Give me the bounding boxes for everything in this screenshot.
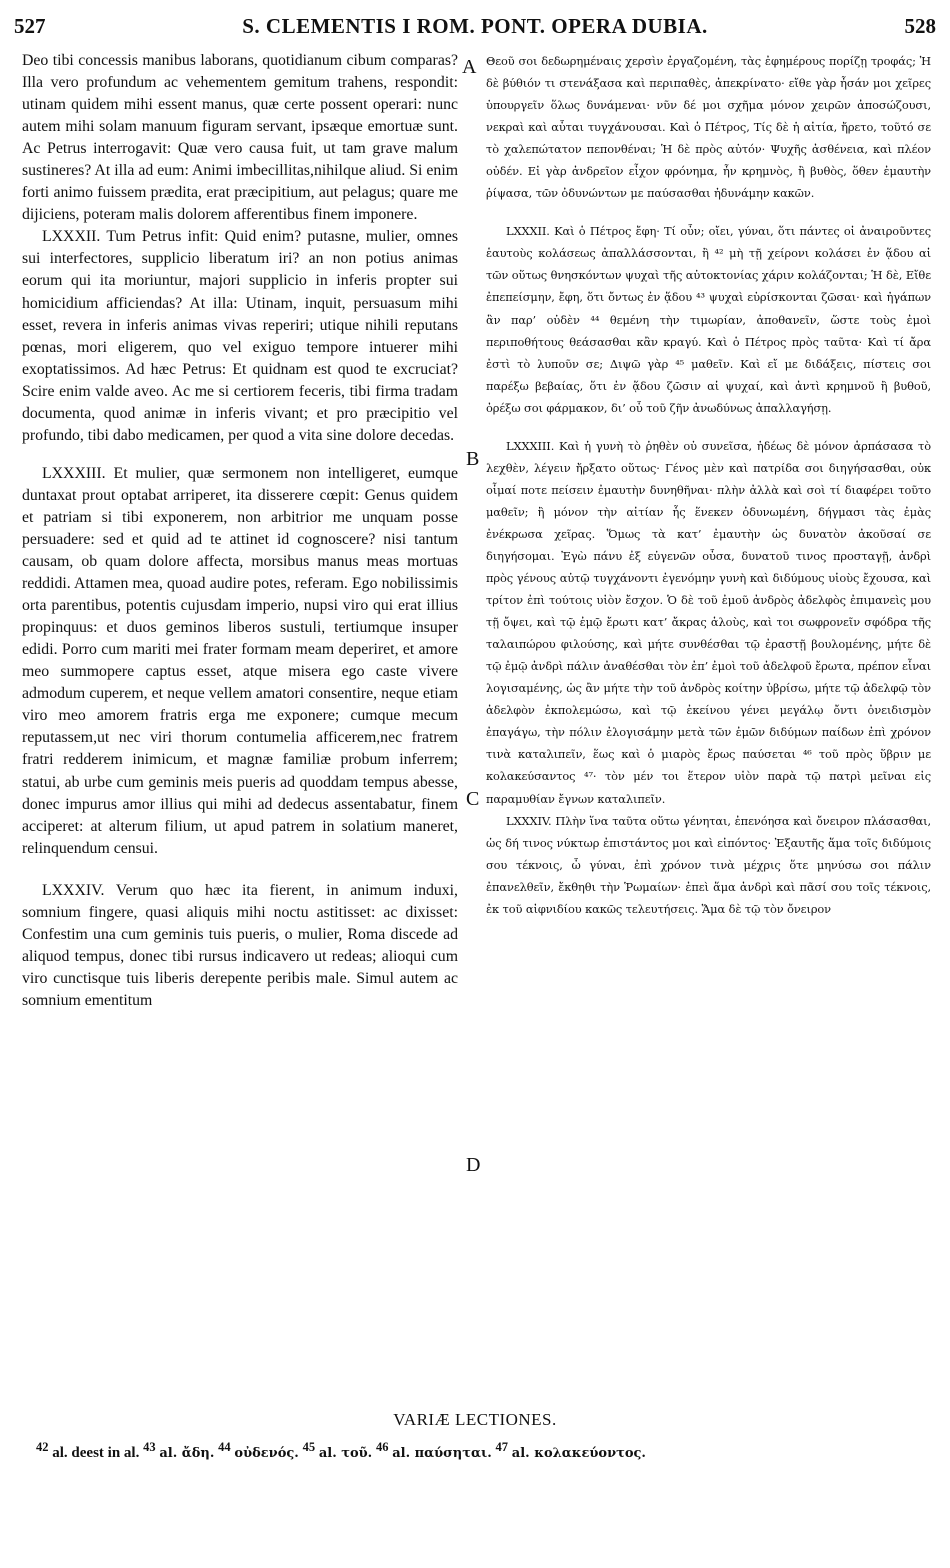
margin-letter-d: D xyxy=(466,1154,481,1176)
latin-paragraph-lxxxiii: LXXXIII. Et mulier, quæ sermonem non intelligeret, eumque duntaxat prout optabat arriperet, ita disserere cœpit: Genus quidem et patriam si tibi exponerem, non arbitrior me unquam posse persuadere: sed et quid ad te attinet id cognoscere? nisi tantum causam, ob quam dolore affecta, morsibus manus meas mortuas reddidi. Attamen mea, quoad audire potes, referam. Ego nobilissimis orta parentibus, potentis cujusdam imperio, nupsi viro qui erat illius propinquus: et duos geminos liberos sustuli, tertiumque insuper edidi. Porro cum mariti mei frater formam meam deperiret, et amore meo summopere captus esset, atque misera ego caste vivere admodum cuperem, et neque vellem amatori consentire, neque etiam viro meo amorem fratris erga me exponere; cumque mecum reputassem,ut nec viri thorum contumelia afficerem,nec fratrem fratri redderem inimicum, et magnæ familiæ probum inferrem; statui, ab urbe cum geminis meis pueris ad quoddam tempus abesse, donec impurus amor illius qui mihi ad dedecus assentabatur, finem acciperet: at alterum filium, ut apud patrem in solatium maneret, relinquendum censui. xyxy=(22,464,458,857)
greek-paragraph-lxxxii: LXXXII. Καὶ ὁ Πέτρος ἔφη· Τί οὖν; οἴει, γύναι, ὅτι πάντες οἱ ἀναιροῦντες ἑαυτοὺς κολάσεως ἀπαλλάσσονται, ἢ ⁴² μὴ τῇ χείρονι κολάσει ἐν ᾅδου αἱ τῶν οὕτως θνησκόντων ψυχαὶ τῆς αὐτοκτονίας χάριν κολάζονται; Ἡ δὲ, Εἴθε ἐπεπείσμην, ἔφη, ὅτι ὄντως ἐν ᾅδου ⁴³ ψυχαὶ εὑρίσκονται ζῶσαι· καὶ ἠγάπων ἂν παρ’ οὐδὲν ⁴⁴ θεμένη τὴν τιμωρίαν, ἀποθανεῖν, ὥστε τοὺς ἐμοὶ περιποθήτους θεάσασθαι κἂν κραγύ. Καὶ ὁ Πέτρος πρὸς ταῦτα· Καὶ τί ἄρα ἐστὶ τὸ λυποῦν σε; Διψῶ γὰρ ⁴⁵ μαθεῖν. Καὶ εἴ με διδάξεις, πίστεις σοι παρέξω βεβαίας, ὅτι ἐν ᾅδου ζῶσιν αἱ ψυχαί, καὶ ἀντὶ κρημνοῦ ἢ βυθοῦ, ὀρέξω σοι φάρμακον, δι’ οὗ τοῦ ζῆν ἀνωδύνως ἀπαλλαγήσῃ. xyxy=(486,224,931,415)
latin-paragraph-lxxxii: LXXXII. Tum Petrus infit: Quid enim? putasne, mulier, omnes sui interfectores, supplicio liberatum iri? an non potius animas eorum qui ita moriuntur, majori supplicio in inferis propter sui homicidium afficiendas? At illa: Utinam, inquit, persuasum mihi esset, revera in inferis animas vivas reperiri; utique nihili reputans pœnas, mori eligerem, quo vel exiguo tempore intuerer mihi exoptatissimos. Ad hæc Petrus: Et quidnam est quod te excruciat? Scire enim valde aveo. Ac me si certiorem feceris, tibi firma tradam documenta, quod animæ in inferis vivant; et pro præcipitio vel profundo, tibi dabo medicamen, per quod a vita sine dolore decedas. xyxy=(22,228,458,444)
note-number: 44 xyxy=(218,1440,231,1454)
running-header xyxy=(14,14,936,44)
greek-paragraph: Θεοῦ σοι δεδωρημέναις χερσὶν ἐργαζομένη, τὰς ἐφημέρους πορίζῃ τροφάς; Ἡ δὲ βύθιόν τι στενάξασα καὶ περιπαθὲς, ἀπεκρίνατο· εἴθε γὰρ ἦσάν μοι χεῖρες ὑπουργεῖν ὅλως δυνάμεναι· νῦν δέ μοι σχῆμα μόνον χειρῶν ἀποσώζουσι, νεκραὶ καὶ αὗται τυγχάνουσαι. Καὶ ὁ Πέτρος, Τίς δὲ ἡ αἰτία, ἤρετο, τοῦτό σε τὸ χαλεπώτατον πεπονθέναι; Ἡ δὲ πρὸς αὐτόν· Ψυχῆς ἀσθένεια, καὶ πλέον οὐδέν. Εἰ γὰρ ἀνδρεῖον εἶχον φρόνημα, ἦν κρημνὸς, ἢ βυθὸς, ὅθεν ἐμαυτὴν ῥίψασα, τῶν ὀδυνώντων με παύσασθαι ἠδυνάμην κακῶν. xyxy=(486,54,931,201)
note-number: 45 xyxy=(302,1440,316,1454)
latin-paragraph-lxxxiv: LXXXIV. Verum quo hæc ita fierent, in animum induxi, somnium fingere, quasi aliquis mihi noctu astitisset: ac dixisset: Confestim una cum geminis tuis pueris, o mulier, Roma discede ad aliquod tempus, donec tibi rursus indicavero ut redeas; alioqui cum viro cunctisque tuis liberis derepente peribis male. Simul autem ac somnium ementitum xyxy=(22,881,458,1009)
note-text: al. deest in al. xyxy=(52,1445,140,1461)
latin-paragraph: Deo tibi concessis manibus laborans, quotidianum cibum comparas? Illa vero profundum ac vehementem gemitum trahens, respondit: utinam quidem mihi essent manus, quæ certe possent operari: nunc autem mihi solam manuum figuram servant, ipsæque emortuæ sunt. Ac Petrus interrogavit: Quæ vero causa fuit, ut tam grave malum sustineres? At illa ad eum: Animi imbecillitas,nihilque aliud. Si enim forti animo fuissem prædita, erat præcipitium, aut pelagus; quare me dijiciens, poteram malis dolorem afferentibus finem imponere. xyxy=(22,52,458,224)
page-number-right: 528 xyxy=(904,14,936,38)
page-number-left: 527 xyxy=(14,14,46,38)
greek-paragraph-lxxxiii: LXXXIII. Καὶ ἡ γυνὴ τὸ ῥηθὲν οὐ συνεῖσα, ἡδέως δὲ μόνον ἁρπάσασα τὸ λεχθὲν, λέγειν ἤρξατο οὕτως· Γένος μὲν καὶ πατρίδα σοι διηγήσασθαι, οὐκ οἶμαί ποτε πείσειν ἐμαυτὴν δυνηθῆναι· πλὴν ἀλλὰ καὶ σοὶ τί διαφέρει τοῦτο μαθεῖν; ἢ μόνον τὴν αἰτίαν ἧς ἕνεκεν ὀδυνωμένη, δήγμασι τὰς ἐμὰς ἐνέκρωσα χεῖρας. Ὅμως τὰ κατ’ ἐμαυτὴν ὡς δυνατὸν ἀκοῦσαί σε διηγήσομαι. Ἐγὼ πάνυ ἐξ εὐγενῶν οὖσα, δυνατοῦ τινος προσταγῇ, ἀνδρὶ πρὸς γένους αὐτῷ τυγχάνοντι ἐγενόμην γυνὴ καὶ διδύμους υἱοὺς ἔχουσα, καὶ τρίτον ἐπὶ τούτοις υἱὸν ἔσχον. Ὁ δὲ τοῦ ἐμοῦ ἀνδρὸς ἀδελφὸς ἐπιμανεὶς μου τῇ ὄψει, καὶ τῷ ἐμῷ ἔρωτι κατ’ ἄκρας ἁλοὺς, καὶ τοι σωφρονεῖν σφόδρα τῆς ταλαιπώρου φιλούσης, καὶ μήτε συνθέσθαι τῷ ἐραστῇ βουλομένης, μήτε δὲ τῷ ἐμῷ ἀνδρὶ πάλιν ἀναθέσθαι τὸν ἐπ’ ἐμοὶ τοῦ ἀδελφοῦ ἔρωτα, πρέπον εἶναι λογισαμένης, ὡς ἂν μήτε τὴν τοῦ ἀνδρὸς κοίτην ὑβρίσω, μήτε τῷ ἀδελφῷ τὸν ἀδελφὸν ἐκπολεμώσω, καὶ τῷ ἐκείνου γένει μεγάλῳ ὄντι ὀνειδισμὸν ἐπαγάγω, τὴν πόλιν ἐλογισάμην μετὰ τῶν ἐμῶν διδύμων παίδων ἐπὶ χρόνον τινὰ καταλιπεῖν, ἕως καὶ ὁ μιαρὸς ἔρως παύσεται ⁴⁶ τοῦ πρὸς ὕβριν με κολακεύσαντος ⁴⁷· τὸν μέν τοι ἕτερον υἱὸν παρὰ τῷ πατρὶ μεῖναι εἰς παραμυθίαν ἔγνων καταλιπεῖν. xyxy=(486,438,931,806)
note-text: οὐδενός. xyxy=(234,1446,299,1461)
margin-letter-c: C xyxy=(466,788,480,810)
note-text: al. παύσηται. xyxy=(392,1446,492,1461)
margin-letter-b: B xyxy=(466,448,480,470)
latin-column xyxy=(22,50,458,1012)
greek-column xyxy=(486,50,931,920)
running-title: S. CLEMENTIS I ROM. PONT. OPERA DUBIA. xyxy=(242,14,708,38)
note-number: 43 xyxy=(143,1440,156,1454)
variae-lectiones-heading: VARIÆ LECTIONES. xyxy=(393,1410,557,1429)
note-text: al. κολακεύοντος. xyxy=(511,1446,646,1461)
note-text: al. ἄδη. xyxy=(159,1446,215,1461)
variae-lectiones-notes xyxy=(36,1440,646,1462)
note-number: 46 xyxy=(375,1440,389,1454)
note-text: al. τοῦ. xyxy=(318,1446,373,1461)
note-number: 47 xyxy=(495,1440,509,1454)
note-number: 42 xyxy=(36,1440,49,1454)
margin-letter-a: A xyxy=(462,56,477,78)
greek-paragraph-lxxxiv: LXXXIV. Πλὴν ἵνα ταῦτα οὕτω γένηται, ἐπενόησα καὶ ὄνειρον πλάσασθαι, ὡς δή τινος νύκτωρ ἐπιστάντος μοι καὶ εἰπόντος· Ἐξαυτῆς ἅμα τοῖς διδύμοις σου τέκνοις, ὦ γύναι, ἐπὶ χρόνον τινὰ μέχρις ὅτε μηνύσω σοι πάλιν ἐπανελθεῖν, ἔκθηθι τὴν Ῥωμαίων· ἐπεὶ ἅμα ἀνδρὶ καὶ πᾶσί σου τοῖς τέκνοις, ἐκ τοῦ αἰφνιδίου κακῶς τελευτήσεις. Ἅμα δὲ τῷ τὸν ὄνειρον xyxy=(486,813,931,916)
